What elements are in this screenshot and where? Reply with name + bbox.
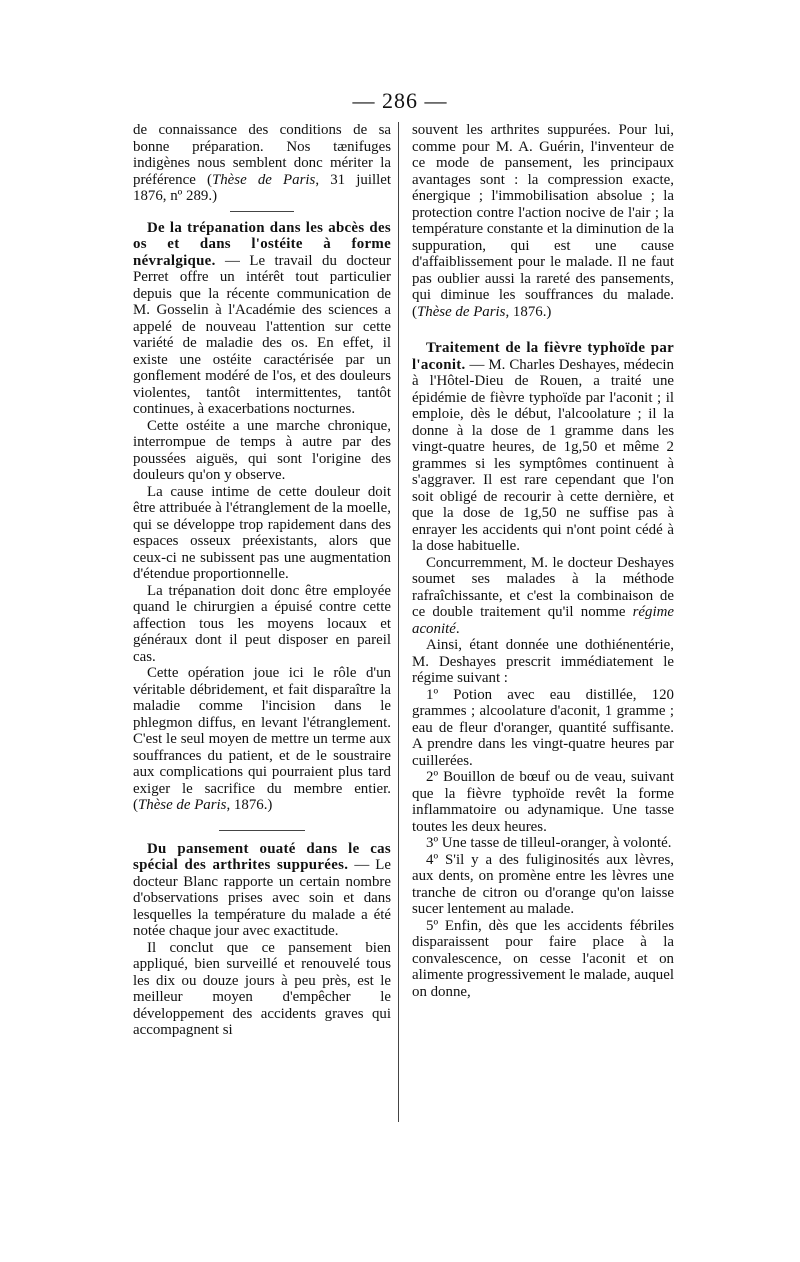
paragraph-text: , 1876.) <box>505 303 552 320</box>
paragraph-text: . <box>455 620 460 637</box>
paragraph: La trépanation doit donc être employée quand le chirurgien a épuisé contre cette affection tous les moyens locaux et généraux dont il peut disposer en pareil cas. <box>133 582 391 665</box>
paragraph: La cause intime de cette douleur doit être attribuée à l'étranglement de la moelle, qui se développe trop rapidement dans des espaces osseux préexistants, alors que ceux-ci ne subissent pas une augmentation d'étendue proportionnelle. <box>133 483 391 582</box>
paragraph-text: — Le travail du docteur Perret offre un intérêt tout particulier depuis que la récente communication de M. Gosselin à l'Académie des sciences a appelé de nouveau l'attention sur cette variété de maladie des os. En effet, il existe une ostéite caractérisée par un gonflement modéré de l'os, et des douleurs violentes, tantôt intermittentes, tantôt continues, à exacerbations nocturnes. <box>133 252 391 417</box>
list-item: 4º S'il y a des fuliginosités aux lèvres, aux dents, on promène entre les lèvres une tranche de citron ou d'orange qu'on laisse sucer lentement au malade. <box>412 851 674 917</box>
column-divider <box>398 122 399 1122</box>
paragraph-text: — Le docteur Blanc rapporte un certain nombre d'observations prises avec soin et dans lesquelles la température du malade a été notée chaque jour avec exactitude. <box>133 857 392 939</box>
paragraph-text: , 31 juillet 1876, nº 289.) <box>133 171 391 204</box>
paragraph: Il conclut que ce pansement bien appliqué, bien surveillé et renouvelé tous les dix ou douze jours à peu près, est le meilleur moyen d'empêcher le développement des accidents graves qui accompagnent si <box>133 939 391 1038</box>
paragraph <box>133 665 391 814</box>
paragraph <box>133 122 391 205</box>
paragraph <box>133 220 391 418</box>
paragraph-text: souvent les arthrites suppurées. Pour lui, comme pour M. A. Guérin, l'inventeur de ce mode de pansement, les principaux avantages sont : la compression exacte, énergique ; l'immobilisation absolue ; la protection contre l'action nocive de l'air ; la température constante et la diminution de la suppuration, qui est une cause d'affaiblissement pour le malade. Il ne faut pas oublier aussi la rareté des pansements, qui diminue les souffrances du malade. ( <box>412 122 674 320</box>
right-column <box>412 122 674 1000</box>
page-number: — 286 — <box>352 88 448 113</box>
list-item: 2º Bouillon de bœuf ou de veau, suivant que la fièvre typhoïde revêt la forme inflammatoire ou adynamique. Une tasse toutes les deux heures. <box>412 769 674 835</box>
section-rule <box>230 211 294 212</box>
paragraph-text: Cette opération joue ici le rôle d'un véritable débridement, et fait disparaître la maladie comme l'incision dans le phlegmon diffus, en levant l'étranglement. C'est le seul moyen de mettre un terme aux souffrances du patient, et de le soustraire aux complications qui pourraient plus tard exiger le sacrifice du membre entier. ( <box>133 665 391 813</box>
paragraph <box>412 122 674 320</box>
paragraph <box>412 555 674 638</box>
paragraph <box>412 340 674 555</box>
paragraph-text: de connaissance des conditions de sa bonne préparation. Nos tænifuges indigènes nous semblent donc mériter la préférence ( <box>133 122 391 188</box>
citation: régime aconité <box>412 604 674 637</box>
paragraph <box>133 841 391 940</box>
list-item: 1º Potion avec eau distillée, 120 grammes ; alcoolature d'aconit, 1 gramme ; eau de fleur d'oranger, quantité suffisante. A prendre dans les vingt-quatre heures par cuillerées. <box>412 686 674 769</box>
paragraph-text: Concurremment, M. le docteur Deshayes soumet ses malades à la méthode rafraîchissante, et c'est la combinaison de ce double traitement qu'il nomme <box>412 554 674 620</box>
paragraph-text: , 1876.) <box>226 797 273 813</box>
section-heading: Traitement de la fièvre typhoïde par l'aconit. <box>412 340 674 373</box>
paragraph: Ainsi, étant donnée une dothiénentérie, M. Deshayes prescrit immédiatement le régime suivant : <box>412 637 674 686</box>
citation: Thèse de Paris <box>416 303 506 320</box>
section-heading: Du pansement ouaté dans le cas spécial des arthrites suppurées. <box>133 840 391 873</box>
citation: Thèse de Paris <box>211 171 316 188</box>
left-column <box>133 122 391 1039</box>
citation: Thèse de Paris <box>137 797 227 813</box>
list-item: 3º Une tasse de tilleul-oranger, à volonté. <box>426 835 672 851</box>
section-rule <box>219 830 305 831</box>
section-heading: De la trépanation dans les abcès des os et dans l'ostéite à forme névralgique. <box>133 219 391 269</box>
paragraph-text: — M. Charles Deshayes, médecin à l'Hôtel-Dieu de Rouen, a traité une épidémie de fièvre typhoïde par l'aconit ; il emploie, dès le début, l'alcoolature ; il la donne à la dose de 1 gramme dans les vingt-quatre heures, de 1g,50 et même 2 grammes si les symptômes continuent à s'aggraver. Il est rare cependant que l'on soit obligé de recourir à cette dernière, et que la dose de 1g,50 ne suffise pas à enrayer les accidents qui n'ont point cédé à la dose habituelle. <box>412 356 674 554</box>
paragraph: Cette ostéite a une marche chronique, interrompue de temps à autre par des poussées aiguës, qui sont l'origine des douleurs qu'on y observe. <box>133 417 391 483</box>
list-item: 5º Enfin, dès que les accidents fébriles disparaissent pour faire place à la convalescence, on cesse l'aconit et on alimente progressivement le malade, auquel on donne, <box>412 917 674 1000</box>
